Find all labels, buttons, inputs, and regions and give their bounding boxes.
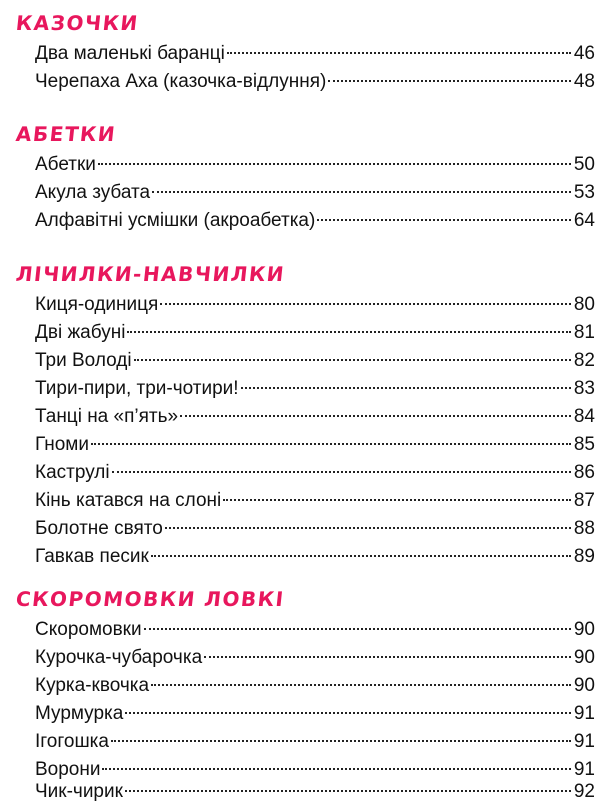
dot-leader — [317, 218, 571, 221]
dot-leader — [111, 739, 571, 742]
dot-leader — [160, 302, 571, 305]
dot-leader — [125, 789, 571, 792]
toc-entry[interactable] — [35, 778, 595, 806]
toc-entry[interactable] — [35, 319, 595, 347]
section-title: АБЕТКИ — [14, 122, 118, 146]
toc-entry[interactable] — [35, 40, 595, 68]
dot-leader — [241, 386, 571, 389]
toc-entry[interactable] — [35, 515, 595, 543]
toc-entry-title: Курка-квочка — [35, 675, 150, 696]
toc-entry-page: 91 — [573, 703, 595, 724]
toc-entry[interactable] — [35, 151, 595, 179]
toc-entry-page: 84 — [573, 406, 595, 427]
toc-entry[interactable] — [35, 616, 595, 644]
dot-leader — [151, 683, 571, 686]
toc-entry-page: 90 — [573, 619, 595, 640]
toc-entry-title: Гавкав песик — [35, 546, 149, 567]
dot-leader — [152, 190, 571, 193]
toc-entry-title: Киця-одиниця — [35, 294, 159, 315]
section-title: КАЗОЧКИ — [14, 11, 141, 35]
toc-entry-title: Акула зубата — [35, 182, 151, 203]
toc-entry-title: Болотне свято — [35, 518, 163, 539]
dot-leader — [134, 358, 571, 361]
toc-entry-title: Курочка-чубарочка — [35, 647, 203, 668]
toc-entry[interactable] — [35, 403, 595, 431]
toc-entry-page: 83 — [573, 378, 595, 399]
toc-entry[interactable] — [35, 347, 595, 375]
dot-leader — [102, 767, 570, 770]
toc-entry-title: Каструлі — [35, 462, 110, 483]
toc-entry-title: Дві жабуні — [35, 322, 126, 343]
toc-entry-page: 88 — [573, 518, 595, 539]
dot-leader — [98, 162, 571, 165]
toc-entry-page: 81 — [573, 322, 595, 343]
section-title: ЛІЧИЛКИ-НАВЧИЛКИ — [14, 262, 287, 286]
toc-entry-page: 80 — [573, 294, 595, 315]
dot-leader — [125, 711, 571, 714]
dot-leader — [112, 470, 571, 473]
toc-entry-title: Мурмурка — [35, 703, 124, 724]
toc-entry-page: 92 — [573, 781, 595, 802]
toc-entry[interactable] — [35, 375, 595, 403]
dot-leader — [165, 526, 571, 529]
dot-leader — [91, 442, 571, 445]
toc-entry-page: 64 — [573, 210, 595, 231]
toc-entry-page: 90 — [573, 647, 595, 668]
toc-entry[interactable] — [35, 179, 595, 207]
toc-entry[interactable] — [35, 431, 595, 459]
toc-entry-page: 91 — [573, 731, 595, 752]
toc-entry[interactable] — [35, 728, 595, 756]
dot-leader — [204, 655, 571, 658]
toc-entry-title: Танці на «п’ять» — [35, 406, 179, 427]
toc-entry-page: 82 — [573, 350, 595, 371]
toc-entry-title: Черепаха Аха (казочка-відлуння) — [35, 71, 327, 92]
toc-entry-page: 89 — [573, 546, 595, 567]
toc-entry-page: 46 — [573, 43, 595, 64]
toc-entry-title: Три Володі — [35, 350, 132, 371]
dot-leader — [227, 51, 571, 54]
dot-leader — [127, 330, 570, 333]
toc-entry[interactable] — [35, 487, 595, 515]
toc-entry-page: 48 — [573, 71, 595, 92]
toc-entry-title: Скоромовки — [35, 619, 142, 640]
toc-entry-title: Чик-чирик — [35, 781, 123, 802]
toc-entry-page: 85 — [573, 434, 595, 455]
toc-entry-title: Тири-пири, три-чотири! — [35, 378, 239, 399]
toc-entry-title: Кінь катався на слоні — [35, 490, 222, 511]
toc-entry[interactable] — [35, 207, 595, 235]
toc-entry-title: Два маленькі баранці — [35, 43, 225, 64]
toc-entry-title: Ворони — [35, 759, 101, 780]
toc-entry-page: 86 — [573, 462, 595, 483]
dot-leader — [223, 498, 571, 501]
toc-entry-title: Гноми — [35, 434, 89, 455]
dot-leader — [144, 627, 571, 630]
toc-entry[interactable] — [35, 68, 595, 96]
toc-entry-title: Абетки — [35, 154, 96, 175]
toc-entry-title: Ігогошка — [35, 731, 109, 752]
toc-entry-title: Алфавітні усмішки (акроабетка) — [35, 210, 316, 231]
toc-entry-page: 53 — [573, 182, 595, 203]
toc-entry-page: 90 — [573, 675, 595, 696]
section-title: СКОРОМОВКИ ЛОВКІ — [14, 587, 286, 611]
dot-leader — [328, 79, 571, 82]
toc-entry[interactable] — [35, 644, 595, 672]
dot-leader — [180, 414, 571, 417]
toc-entry-page: 87 — [573, 490, 595, 511]
toc-entry[interactable] — [35, 459, 595, 487]
toc-entry[interactable] — [35, 291, 595, 319]
toc-entry[interactable] — [35, 543, 595, 571]
toc-entry-page: 50 — [573, 154, 595, 175]
dot-leader — [151, 554, 571, 557]
toc-entry[interactable] — [35, 672, 595, 700]
toc-entry-page: 91 — [573, 759, 595, 780]
toc-entry[interactable] — [35, 700, 595, 728]
